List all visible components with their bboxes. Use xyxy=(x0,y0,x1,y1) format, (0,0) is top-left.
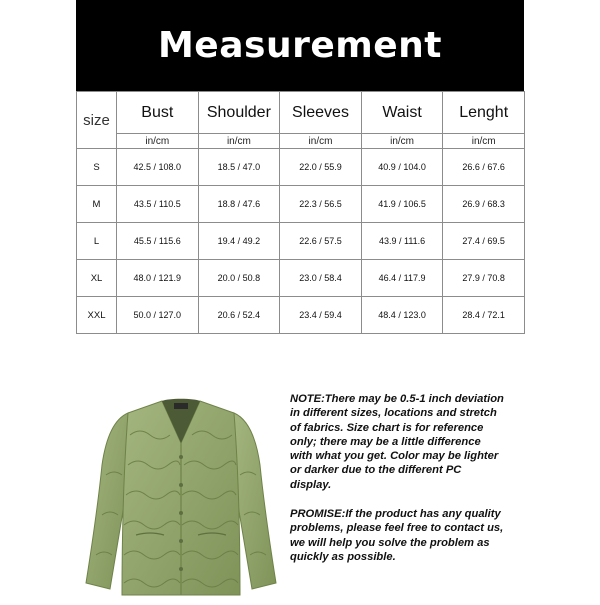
table-cell: 18.8 / 47.6 xyxy=(198,186,280,223)
header-banner xyxy=(76,0,524,91)
table-cell: 27.9 / 70.8 xyxy=(443,260,525,297)
table-cell: 43.5 / 110.5 xyxy=(117,186,199,223)
size-cell: XL xyxy=(77,260,117,297)
table-row xyxy=(77,149,525,186)
table-cell: 26.9 / 68.3 xyxy=(443,186,525,223)
table-cell: 41.9 / 106.5 xyxy=(361,186,443,223)
table-row xyxy=(77,260,525,297)
column-header-sleeves: Sleeves xyxy=(280,92,362,134)
quilted-jacket-illustration xyxy=(76,385,286,600)
table-header-row xyxy=(77,92,525,134)
unit-label: in/cm xyxy=(198,134,280,149)
table-cell: 48.4 / 123.0 xyxy=(361,297,443,334)
table-cell: 23.0 / 58.4 xyxy=(280,260,362,297)
table-cell: 26.6 / 67.6 xyxy=(443,149,525,186)
table-cell: 42.5 / 108.0 xyxy=(117,149,199,186)
size-cell: S xyxy=(77,149,117,186)
table-cell: 23.4 / 59.4 xyxy=(280,297,362,334)
unit-label: in/cm xyxy=(117,134,199,149)
table-row xyxy=(77,223,525,260)
unit-label: in/cm xyxy=(361,134,443,149)
table-cell: 22.0 / 55.9 xyxy=(280,149,362,186)
column-header-shoulder: Shoulder xyxy=(198,92,280,134)
table-cell: 18.5 / 47.0 xyxy=(198,149,280,186)
table-row xyxy=(77,186,525,223)
table-cell: 22.6 / 57.5 xyxy=(280,223,362,260)
table-cell: 43.9 / 111.6 xyxy=(361,223,443,260)
unit-row xyxy=(77,134,525,149)
table-cell: 19.4 / 49.2 xyxy=(198,223,280,260)
table-cell: 20.6 / 52.4 xyxy=(198,297,280,334)
column-header-bust: Bust xyxy=(117,92,199,134)
size-column-header: size xyxy=(77,92,117,149)
table-cell: 28.4 / 72.1 xyxy=(443,297,525,334)
table-cell: 45.5 / 115.6 xyxy=(117,223,199,260)
table-row xyxy=(77,297,525,334)
table-cell: 20.0 / 50.8 xyxy=(198,260,280,297)
column-header-waist: Waist xyxy=(361,92,443,134)
size-chart-table xyxy=(76,91,525,334)
disclaimer-notes xyxy=(290,392,504,564)
table-cell: 27.4 / 69.5 xyxy=(443,223,525,260)
product-image xyxy=(76,385,286,600)
unit-label: in/cm xyxy=(443,134,525,149)
table-cell: 40.9 / 104.0 xyxy=(361,149,443,186)
size-cell: XXL xyxy=(77,297,117,334)
column-header-length: Lenght xyxy=(443,92,525,134)
page-title: Measurement xyxy=(157,25,443,66)
unit-label: in/cm xyxy=(280,134,362,149)
promise-text: PROMISE:If the product has any quality problems, please feel free to contact us, we will help you solve the problem as quickly as possible. xyxy=(290,508,504,563)
table-cell: 46.4 / 117.9 xyxy=(361,260,443,297)
size-cell: M xyxy=(77,186,117,223)
size-cell: L xyxy=(77,223,117,260)
table-cell: 50.0 / 127.0 xyxy=(117,297,199,334)
table-cell: 22.3 / 56.5 xyxy=(280,186,362,223)
table-cell: 48.0 / 121.9 xyxy=(117,260,199,297)
note-text: NOTE:There may be 0.5-1 inch deviation in different sizes, locations and stretch of fabrics. Size chart is for reference only; there may be a little difference with what you get. Color may be lighter or darker due to the different PC display. xyxy=(290,393,504,491)
neck-label xyxy=(174,403,188,409)
